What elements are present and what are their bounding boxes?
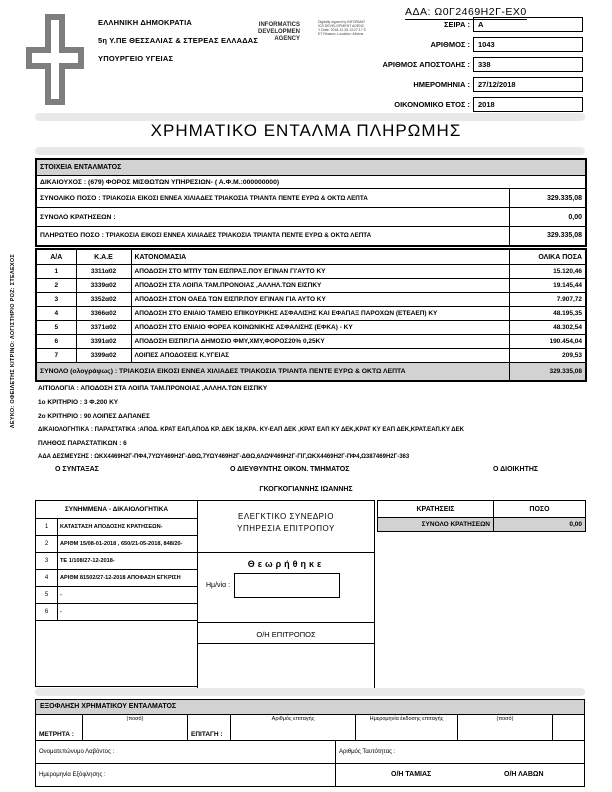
row-filler xyxy=(553,715,584,740)
table-row: 7 3399α02 ΛΟΙΠΕΣ ΑΠΟΔΟΣΕΙΣ Κ.ΥΓΕΙΑΣ 209,53 xyxy=(36,349,586,363)
id-number-label: Αριθμός Ταυτότητας : xyxy=(339,749,396,755)
list-item: 6 - xyxy=(36,604,198,621)
deductions-table xyxy=(377,500,586,532)
cash-label-cell xyxy=(36,715,83,740)
signature-governor: Ο ΔΙΟΙΚΗΤΗΣ xyxy=(493,466,539,473)
table-row: 3 3352α02 ΑΠΟΔΟΣΗ ΣΤΟΝ ΟΑΕΔ ΤΩΝ ΕΙΣΠΡ.ΠΟΥ ΕΓΙΝΑΝ ΓΙΑ ΑΥΤΟ ΚΥ 7.907,72 xyxy=(36,293,586,307)
stamp-signature-details: Digitally signed by INFORMATICS DEVELOPMENT AGENCY Date: 2018.12.28 13:27:17 EET Reason: Location: Athens xyxy=(318,20,367,36)
governor-name: ΓΚΟΓΚΟΓΙΑΝΝΗΣ ΙΩΑΝΝΗΣ xyxy=(259,486,353,493)
items-total-words: ΣΥΝΟΛΟ (ολογράφως) : ΤΡΙΑΚΟΣΙΑ ΕΙΚΟΣΙ ΕΝΝΕΑ ΧΙΛΙΑΔΕΣ ΤΡΙΑΚΟΣΙΑ ΤΡΙΑΝΤΑ ΠΕΝΤΕ ΕΥΡΩ & ΟΚΤΩ ΛΕΠΤΑ xyxy=(36,363,509,382)
apostolis-label: ΑΡΙΘΜΟΣ ΑΠΟΣΤΟΛΗΣ : xyxy=(382,60,470,69)
criterion-2-line: 2ο ΚΡΙΤΗΡΙΟ : 90 ΛΟΙΠΕΣ ΔΑΠΑΝΕΣ xyxy=(38,413,150,420)
payment-section-header: ΕΞΟΦΛΗΣΗ ΧΡΗΜΑΤΙΚΟΥ ΕΝΤΑΛΜΑΤΟΣ xyxy=(36,700,584,715)
attachments-table xyxy=(35,500,198,687)
col-header-aa: Α/Α xyxy=(36,249,76,265)
table-row: 2 3339α02 ΑΠΟΔΟΣΗ ΣΤΑ ΛΟΙΠΑ ΤΑΜ.ΠΡΟΝΟΙΑΣ ,ΑΛΛΗΛ.ΤΩΝ ΕΙΣΠΚΥ 19.145,44 xyxy=(36,279,586,293)
authority-line-2: 5η Υ.ΠΕ ΘΕΣΣΑΛΙΑΣ & ΣΤΕΡΕΑΣ ΕΛΛΑΔΑΣ xyxy=(98,36,259,45)
cheque-amount-caption: (ποσό) xyxy=(496,716,514,722)
imerominia-value-box xyxy=(473,77,583,92)
audit-court-line-2: ΥΠΗΡΕΣΙΑ ΕΠΙΤΡΟΠΟΥ xyxy=(237,524,335,533)
col-header-kae: Κ.Α.Ε xyxy=(76,249,131,265)
health-cross-icon xyxy=(26,13,84,111)
beneficiary-row: ΔΙΚΑΙΟΥΧΟΣ : (679) ΦΟΡΟΣ ΜΙΣΘΩΤΩΝ ΥΠΗΡΕΣΙΩΝ- ( Α.Φ.Μ.:000000000) xyxy=(36,176,586,189)
arithmos-label: ΑΡΙΘΜΟΣ : xyxy=(430,40,470,49)
authority-line-1: ΕΛΛΗΝΙΚΗ ΔΗΜΟΚΡΑΤΙΑ xyxy=(98,18,192,27)
criterion-1-line: 1ο ΚΡΙΤΗΡΙΟ : 3 Φ.200 ΚΥ xyxy=(38,399,119,406)
signature-author: Ο ΣΥΝΤΑΞΑΣ xyxy=(55,466,99,473)
id-number-cell xyxy=(336,741,584,763)
cash-label: ΜΕΤΡΗΤΑ : xyxy=(39,731,74,738)
copy-color-note: ΛΕΥΚΟ: ΟΦΕΙΛΕΤΗΣ ΚΙΤΡΙΝΟ: ΛΟΓΙΣΤΗΡΙΟ ΡΟΖ: ΣΤΕΛΕΧΟΣ xyxy=(10,253,16,429)
total-amount-value: 329.335,08 xyxy=(509,189,586,208)
table-row: 4 3366α02 ΑΠΟΔΟΣΗ ΣΤΟ ΕΝΙΑΙΟ ΤΑΜΕΙΟ ΕΠΙΚΟΥΡΙΚΗΣ ΑΣΦΑΛΙΣΗΣ ΚΑΙ ΕΦΑΠΑΞ ΠΑΡΟΧΩΝ (ΕΤΕΑΕΠ) ΚΥ 48.195,35 xyxy=(36,307,586,321)
apostolis-value-box xyxy=(473,57,583,72)
payable-amount-value: 329.335,08 xyxy=(509,227,586,246)
etos-label: ΟΙΚΟΝΟΜΙΚΟ ΕΤΟΣ : xyxy=(394,100,470,109)
approved-stamp-text: Θεωρήθηκε xyxy=(247,559,325,569)
recipient-name-label: Ονοματεπώνυμο Λαβόντος : xyxy=(39,749,115,755)
cheque-amount-cell xyxy=(458,715,553,740)
cheque-date-caption: Ημερομηνία έκδοσης επιταγής xyxy=(369,716,444,722)
page-title: ΧΡΗΜΑΤΙΚΟ ΕΝΤΑΛΜΑ ΠΛΗΡΩΜΗΣ xyxy=(150,121,462,140)
voucher-section-header: ΣΤΟΙΧΕΙΑ ΕΝΤΑΛΜΑΤΟΣ xyxy=(36,159,586,176)
attachments-header: ΣΥΝΗΜΜΕΝΑ - ΔΙΚΑΙΟΛΟΓΗΤΙΚΑ xyxy=(36,501,198,519)
attachments-empty-area xyxy=(36,621,198,687)
separator-bar-top xyxy=(35,113,585,121)
deductions-sum-label: ΣΥΝΟΛΟ ΚΡΑΤΗΣΕΩΝ xyxy=(378,518,494,532)
cheque-number-caption: Αριθμός επιταγής xyxy=(271,716,315,722)
items-header-row xyxy=(36,249,586,265)
table-row: 5 3371α02 ΑΠΟΔΟΣΗ ΣΤΟ ΕΝΙΑΙΟ ΦΟΡΕΑ ΚΟΙΝΩΝΙΚΗΣ ΑΣΦΑΛΙΣΗΣ (ΕΦΚΑ) - ΚΥ 48.302,54 xyxy=(36,321,586,335)
stamp-agency-line-1: INFORMATICS xyxy=(258,22,301,28)
stamp-agency-line-2: DEVELOPMEN xyxy=(258,29,301,35)
cheque-number-cell xyxy=(231,715,356,740)
audit-date-box xyxy=(234,573,340,598)
audit-date-row xyxy=(206,573,374,598)
receiver-label: Ο/Η ΛΑΒΩΝ xyxy=(504,771,544,778)
separator-bar-under-title xyxy=(35,147,585,155)
deductions-total-label: ΣΥΝΟΛΟ ΚΡΑΤΗΣΕΩΝ : xyxy=(36,208,509,227)
payment-signatures-area xyxy=(336,764,584,786)
digital-signature-stamp xyxy=(258,22,300,43)
voucher-summary-table xyxy=(35,158,587,247)
imerominia-label: ΗΜΕΡΟΜΗΝΙΑ : xyxy=(413,80,470,89)
etos-value: 2018 xyxy=(478,100,495,109)
items-table xyxy=(35,248,587,382)
total-amount-words: ΣΥΝΟΛΙΚΟ ΠΟΣΟ : ΤΡΙΑΚΟΣΙΑ ΕΙΚΟΣΙ ΕΝΝΕΑ ΧΙΛΙΑΔΕΣ ΤΡΙΑΚΟΣΙΑ ΤΡΙΑΝΤΑ ΠΕΝΤΕ ΕΥΡΩ & ΟΚΤΩ ΛΕΠΤΑ xyxy=(36,189,509,208)
cash-amount-caption: (ποσό) xyxy=(126,716,144,722)
deductions-sum-value: 0,00 xyxy=(494,518,586,532)
arithmos-value-box xyxy=(473,37,583,52)
amount-col-header: ΠΟΣΟ xyxy=(494,501,586,518)
deductions-col-header: ΚΡΑΤΗΣΕΙΣ xyxy=(378,501,494,518)
audit-court-box xyxy=(197,500,375,690)
ada-code: ΑΔΑ: Ω0Γ2469Η2Γ-ΕΧ0 xyxy=(405,6,527,18)
justification-line: ΑΙΤΙΟΛΟΓΙΑ : ΑΠΟΔΟΣΗ ΣΤΑ ΛΟΙΠΑ ΤΑΜ.ΠΡΟΝΟΙΑΣ ,ΑΛΛΗΛ.ΤΩΝ ΕΙΣΠΚΥ xyxy=(38,385,268,392)
audit-date-label: Ημ/νία : xyxy=(206,582,231,589)
separator-bar-bottom xyxy=(35,688,585,696)
seira-label: ΣΕΙΡΑ : xyxy=(443,20,470,29)
items-total-amount: 329.335,08 xyxy=(509,363,586,382)
list-item: 2 ΑΡΙΘΜ 15/08-01-2018 , 650/21-05-2018, 848/20- xyxy=(36,536,198,553)
audit-court-title xyxy=(198,501,374,553)
seira-value-box xyxy=(473,17,583,32)
cashier-label: Ο/Η ΤΑΜΙΑΣ xyxy=(391,771,432,778)
table-row: 1 3311α02 ΑΠΟΔΟΣΗ ΣΤΟ ΜΤΠΥ ΤΩΝ ΕΙΣΠΡΑΞ.ΠΟΥ ΕΓΙΝΑΝ ΓΙ'ΑΥΤΟ ΚΥ 15.120,46 xyxy=(36,265,586,279)
total-amount-label: ΣΥΝΟΛΙΚΟ ΠΟΣΟ : xyxy=(40,194,101,202)
deductions-total-row xyxy=(378,518,586,532)
deductions-total-value: 0,00 xyxy=(509,208,586,227)
authority-line-3: ΥΠΟΥΡΓΕΙΟ ΥΓΕΙΑΣ xyxy=(98,54,174,63)
audit-court-line-1: ΕΛΕΓΚΤΙΚΟ ΣΥΝΕΔΡΙΟ xyxy=(238,512,334,521)
supporting-documents-line: ΔΙΚΑΙΟΛΟΓΗΤΙΚΑ : ΠΑΡΑΣΤΑΤΙΚΑ :ΑΠΟΔ. ΚΡΑΤ ΕΑΠ,ΑΠΟΔ ΚΡ. ΔΕΚ 18,ΚΡΑ. ΚΥ-ΕΑΠ ΔΕΚ ,ΚΡΑΤ ΕΑΠ ΚΥ ΔΕΚ,ΚΡΑΤ ΚΥ ΕΑΠ ΔΕΚ,ΚΡΑΤ.ΕΑΠ.ΚΥ ΔΕΚ xyxy=(38,427,464,433)
documents-count-line: ΠΛΗΘΟΣ ΠΑΡΑΣΤΑΤΙΚΩΝ : 6 xyxy=(38,440,127,447)
payable-amount-words: ΠΛΗΡΩΤΕΟ ΠΟΣΟ : ΤΡΙΑΚΟΣΙΑ ΕΙΚΟΣΙ ΕΝΝΕΑ ΧΙΛΙΑΔΕΣ ΤΡΙΑΚΟΣΙΑ ΤΡΙΑΝΤΑ ΠΕΝΤΕ ΕΥΡΩ & ΟΚΤΩ ΛΕΠΤΑ xyxy=(36,227,509,246)
cheque-date-cell xyxy=(356,715,458,740)
list-item: 4 ΑΡΙΘΜ 81502/27-12-2018 ΑΠΟΦΑΣΗ ΕΓΚΡΙΣΗ xyxy=(36,570,198,587)
deductions-header-row xyxy=(378,501,586,518)
col-header-amount: ΟΛΙΚΑ ΠΟΣΑ xyxy=(509,249,586,265)
seira-value: Α xyxy=(478,20,484,29)
apostolis-value: 338 xyxy=(478,60,491,69)
col-header-name: ΚΑΤΟΝΟΜΑΣΙΑ xyxy=(131,249,509,265)
arithmos-value: 1043 xyxy=(478,40,495,49)
issuing-authority xyxy=(98,14,258,68)
payable-amount-label: ΠΛΗΡΩΤΕΟ ΠΟΣΟ : xyxy=(40,232,104,240)
recipient-name-cell xyxy=(36,741,336,763)
imerominia-value: 27/12/2018 xyxy=(478,80,516,89)
signature-finance-director: Ο ΔΙΕΥΘΥΝΤΗΣ ΟΙΚΟΝ. ΤΜΗΜΑΤΟΣ xyxy=(230,466,350,473)
audit-empty-area xyxy=(198,643,374,690)
commissioner-label: Ο/Η ΕΠΙΤΡΟΠΟΣ xyxy=(256,630,316,639)
settlement-date-label: Ημερομηνία Εξόφλησης : xyxy=(39,772,106,778)
cheque-label-cell xyxy=(188,715,231,740)
list-item: 5 - xyxy=(36,587,198,604)
etos-value-box xyxy=(473,97,583,112)
cheque-label: ΕΠΙΤΑΓΗ : xyxy=(191,731,223,738)
audit-approval-area xyxy=(198,553,374,623)
settlement-date-cell xyxy=(36,764,336,786)
cash-amount-cell xyxy=(83,715,188,740)
table-row: 6 3391α02 ΑΠΟΔΟΣΗ ΕΙΣΠΡ.ΓΙΑ ΔΗΜΟΣΙΟ ΦΜΥ,ΧΜΥ,ΦΟΡΟΣ20% 0,25ΚΥ 190.454,04 xyxy=(36,335,586,349)
commitment-ada-line: ΑΔΑ ΔΕΣΜΕΥΣΗΣ : ΩΚΧ4469Η2Γ-ΠΦ4,7ΥΩΥ469Η2Γ-ΔΘΩ,7ΥΩΥ469Η2Γ-ΔΘΩ,6ΛΩΨ469Η2Γ-ΓΙΓ,ΩΚΧ4469Η2Γ-ΠΦ4,Ω387469Η2Γ-363 xyxy=(38,454,410,460)
list-item: 1 ΚΑΤΑΣΤΑΣΗ ΑΠΟΔΟΣΗΣ ΚΡΑΤΗΣΕΩΝ- xyxy=(36,519,198,536)
stamp-agency-line-3: AGENCY xyxy=(274,36,301,42)
items-total-row xyxy=(36,363,586,382)
list-item: 3 ΤΕ 1/108/27-12-2018- xyxy=(36,553,198,570)
payment-settlement-section xyxy=(35,699,585,787)
